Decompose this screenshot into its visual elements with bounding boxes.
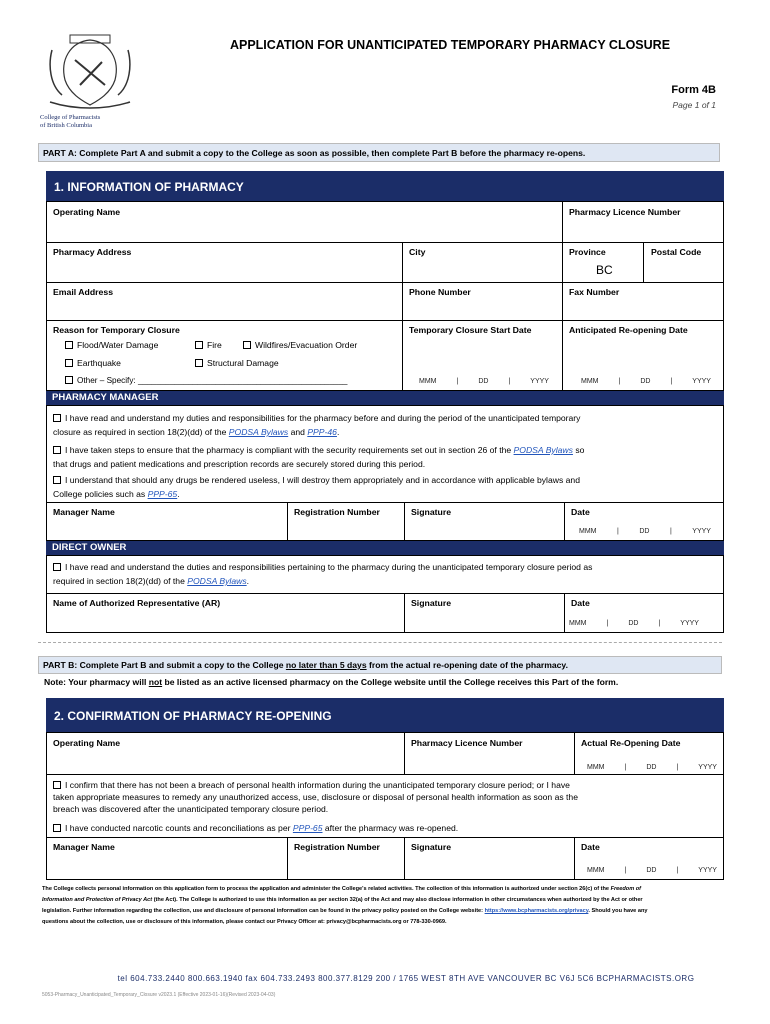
checkbox-icon	[65, 376, 73, 384]
section1-heading: 1. INFORMATION OF PHARMACY	[46, 171, 724, 201]
document-id: 5053-Pharmacy_Unanticipated_Temporary_Closure v2023.1 (Effective 2023-01-16)(Revised 2023-04-03)	[42, 992, 276, 998]
reopen-date-field[interactable]: Anticipated Re-opening Date	[569, 325, 688, 335]
reopen-signature-field[interactable]: Signature	[411, 842, 452, 852]
owner-signature-field[interactable]: Signature	[411, 598, 452, 608]
start-date-format: MMM | DD | YYYY	[419, 378, 549, 385]
checkbox-icon	[53, 414, 61, 422]
page-label: Page 1 of 1	[672, 100, 716, 110]
owner-date-format: MMM | DD | YYYY	[569, 620, 699, 627]
checkbox-icon	[53, 476, 61, 484]
checkbox-icon	[53, 446, 61, 454]
actual-reopen-date-format: MMM | DD | YYYY	[587, 764, 717, 771]
reopen-operating-name-field[interactable]: Operating Name	[53, 738, 121, 748]
reopen-date-format: MMM | DD | YYYY	[581, 378, 711, 385]
province-field[interactable]: Province	[569, 247, 606, 257]
ppp-65-link[interactable]: PPP-65	[147, 489, 178, 499]
reason-earthquake[interactable]: Earthquake	[65, 356, 121, 370]
privacy-policy-link[interactable]: https://www.bcpharmacists.org/privacy	[484, 908, 589, 914]
manager-date-format: MMM | DD | YYYY	[579, 528, 711, 535]
checkbox-icon	[243, 341, 251, 349]
reason-flood[interactable]: Flood/Water Damage	[65, 338, 158, 352]
pharmacy-address-field[interactable]: Pharmacy Address	[53, 247, 132, 257]
province-value: BC	[596, 263, 613, 277]
crest-icon	[40, 30, 140, 110]
reopening-table	[46, 732, 724, 880]
owner-statement[interactable]: I have read and understand the duties and responsibilities pertaining to the pharmacy during the unanticipated temporary closure period as required in section 18(2)(dd) of the PODSA Bylaws.	[53, 562, 593, 586]
ppp-65-link[interactable]: PPP-65	[292, 823, 323, 833]
checkbox-icon	[65, 359, 73, 367]
confirm-narcotic-statement[interactable]: I have conducted narcotic counts and reconciliations as per PPP-65 after the pharmacy was re-opened.	[53, 821, 458, 835]
part-b-instructions: PART B: Complete Part B and submit a copy to the College no later than 5 days from the actual re-opening date of the pharmacy.	[38, 656, 722, 674]
reason-other[interactable]: Other – Specify: ______________________________________________	[65, 374, 347, 388]
part-b-note: Note: Your pharmacy will not be listed as an active licensed pharmacy on the College website until the College receives this Part of the form.	[44, 677, 619, 687]
reopen-licence-number-field[interactable]: Pharmacy Licence Number	[411, 738, 523, 748]
city-field[interactable]: City	[409, 247, 426, 257]
podsa-bylaws-link[interactable]: PODSA Bylaws	[513, 445, 573, 455]
ppp-46-link[interactable]: PPP-46	[307, 427, 337, 437]
logo-line-2: of British Columbia	[40, 122, 92, 129]
reopen-manager-date-format: MMM | DD | YYYY	[587, 867, 717, 874]
owner-heading: DIRECT OWNER	[46, 541, 724, 555]
reopen-manager-name-field[interactable]: Manager Name	[53, 842, 115, 852]
reopen-registration-field[interactable]: Registration Number	[294, 842, 380, 852]
manager-heading: PHARMACY MANAGER	[46, 391, 724, 405]
part-a-instructions: PART A: Complete Part A and submit a copy to the College as soon as possible, then complete Part B before the pharmacy re-opens.	[38, 143, 720, 162]
section2-heading: 2. CONFIRMATION OF PHARMACY RE-OPENING	[46, 698, 724, 732]
reason-fire[interactable]: Fire	[195, 338, 222, 352]
owner-table	[46, 555, 724, 633]
confirm-breach-statement[interactable]: I confirm that there has not been a breach of personal health information during the unanticipated temporary closure period; or I have taken appropriate measures to remedy any unauthorized access, use, disclosure or disposal of personal health information as soon as the breach was discovered after the unanticipated temporary closure period.	[53, 780, 578, 814]
podsa-bylaws-link[interactable]: PODSA Bylaws	[187, 576, 247, 586]
actual-reopen-date-field[interactable]: Actual Re-Opening Date	[581, 738, 681, 748]
cut-line	[38, 642, 722, 643]
logo-line-1: College of Pharmacists	[40, 114, 101, 121]
licence-number-field[interactable]: Pharmacy Licence Number	[569, 207, 681, 217]
postal-code-field[interactable]: Postal Code	[651, 247, 702, 257]
manager-name-field[interactable]: Manager Name	[53, 507, 115, 517]
ar-name-field[interactable]: Name of Authorized Representative (AR)	[53, 598, 221, 608]
manager-table	[46, 405, 724, 541]
reason-label: Reason for Temporary Closure	[53, 325, 180, 335]
college-logo	[40, 30, 140, 135]
checkbox-icon	[65, 341, 73, 349]
manager-registration-field[interactable]: Registration Number	[294, 507, 380, 517]
operating-name-field[interactable]: Operating Name	[53, 207, 121, 217]
reason-structural[interactable]: Structural Damage	[195, 356, 279, 370]
phone-field[interactable]: Phone Number	[409, 287, 471, 297]
checkbox-icon	[53, 824, 61, 832]
contact-info: tel 604.733.2440 800.663.1940 fax 604.733.2493 800.377.8129 200 / 1765 WEST 8TH AVE VANCOUVER BC V6J 5C6 BCPHARMACISTS.ORG	[117, 974, 695, 983]
page-title: APPLICATION FOR UNANTICIPATED TEMPORARY PHARMACY CLOSURE	[229, 38, 671, 52]
reopen-date-field[interactable]: Date	[581, 842, 600, 852]
manager-statement-3[interactable]: I understand that should any drugs be rendered useless, I will destroy them appropriately and in accordance with applicable bylaws and College policies such as PPP-65.	[53, 475, 580, 499]
manager-statement-1[interactable]: I have read and understand my duties and responsibilities for the pharmacy before and during the period of the unanticipated temporary closure as required in section 18(2)(dd) of the PODSA Bylaws and PPP-46.	[53, 413, 581, 437]
podsa-bylaws-link[interactable]: PODSA Bylaws	[228, 427, 289, 437]
fax-field[interactable]: Fax Number	[569, 287, 620, 297]
manager-signature-field[interactable]: Signature	[411, 507, 452, 517]
owner-date-field[interactable]: Date	[571, 598, 590, 608]
start-date-field[interactable]: Temporary Closure Start Date	[409, 325, 532, 335]
checkbox-icon	[53, 563, 61, 571]
checkbox-icon	[195, 359, 203, 367]
reason-wildfires[interactable]: Wildfires/Evacuation Order	[243, 338, 357, 352]
email-field[interactable]: Email Address	[53, 287, 114, 297]
manager-statement-2[interactable]: I have taken steps to ensure that the pharmacy is compliant with the security requirements set out in section 26 of the PODSA Bylaws so that drugs and patient medications and prescription records are securely stored during this period.	[53, 445, 585, 469]
checkbox-icon	[195, 341, 203, 349]
privacy-notice: The College collects personal information on this application form to process the application and administer the College's related activities. The collection of this information is authorized under section 26(c) of the Freedom of Information and Protection of Privacy Act (the Act). The College is authorized to use this information as per section 32(a) of the Act and may also disclose information in other circumstances when authorized by the Act or other legislation. Further information regarding the collection, use and disclosure of personal information can be found in the privacy policy posted on the College website: https://www.bcpharmacists.org/privacy. Should you have any questions about the collection, use or disclosure of this information, please contact our Privacy Officer at: privacy@bcpharmacists.org or 778-330-0969.	[42, 886, 648, 925]
checkbox-icon	[53, 781, 61, 789]
pharmacy-info-table	[46, 201, 724, 391]
manager-date-field[interactable]: Date	[571, 507, 590, 517]
form-number: Form 4B	[671, 84, 716, 96]
